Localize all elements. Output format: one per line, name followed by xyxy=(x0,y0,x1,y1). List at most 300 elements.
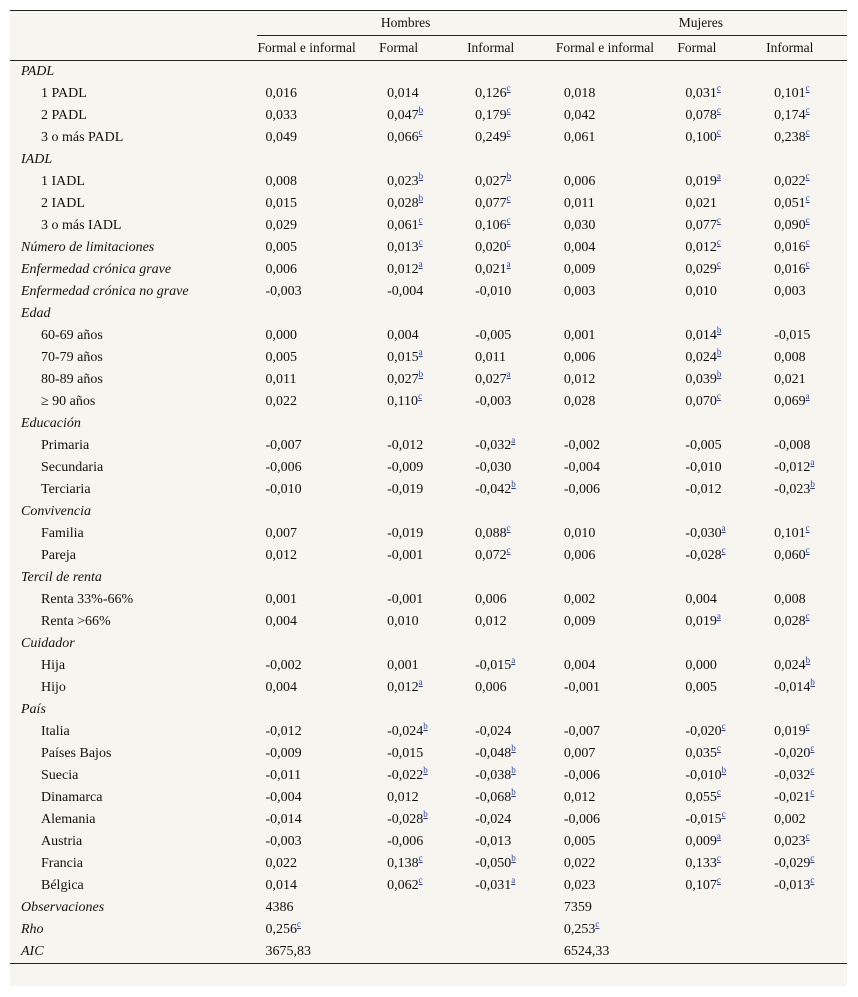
cell-value: -0,042 xyxy=(475,482,512,497)
cell-value: 0,020 xyxy=(475,240,507,255)
cell-value: -0,019 xyxy=(387,526,424,541)
table-cell xyxy=(765,435,847,457)
table-row xyxy=(10,589,847,611)
cell-value: 0,077 xyxy=(475,196,507,211)
footnote-link[interactable]: c xyxy=(716,127,721,137)
table-cell xyxy=(676,347,765,369)
row-label: ≥ 90 años xyxy=(41,394,96,409)
table-cell xyxy=(765,941,847,964)
footnote-link[interactable]: c xyxy=(506,83,511,93)
footnote-link[interactable]: c xyxy=(506,127,511,137)
footnote-link[interactable]: c xyxy=(506,215,511,225)
table-cell xyxy=(466,897,555,919)
table-row xyxy=(10,171,847,193)
cell-value: 4386 xyxy=(265,900,294,915)
footnote-link[interactable]: c xyxy=(716,391,721,401)
cell-value: 0,021 xyxy=(774,372,806,387)
cell-value: -0,011 xyxy=(265,768,302,783)
cell-value: 0,000 xyxy=(265,328,297,343)
table-cell xyxy=(466,677,555,699)
footnote-link[interactable]: c xyxy=(506,523,511,533)
footnote-link[interactable]: c xyxy=(805,721,810,731)
cell-value: 0,019 xyxy=(774,724,806,739)
table-cell xyxy=(676,831,765,853)
table-row xyxy=(10,457,847,479)
table-cell xyxy=(466,435,555,457)
footnote-link[interactable]: c xyxy=(506,237,511,247)
footnote-link[interactable]: b xyxy=(418,105,424,115)
cell-value: 0,022 xyxy=(265,394,297,409)
footnote-link[interactable]: a xyxy=(418,677,423,687)
table-body xyxy=(10,61,847,964)
footnote-link[interactable]: c xyxy=(716,105,721,115)
table-cell xyxy=(765,875,847,897)
footnote-link[interactable]: a xyxy=(511,435,516,445)
cell-value: 0,088 xyxy=(475,526,507,541)
cell-value: 0,022 xyxy=(563,856,596,871)
cell-value: 0,004 xyxy=(563,240,596,255)
cell-value: 0,042 xyxy=(563,108,596,123)
table-cell xyxy=(378,655,466,677)
cell-value: 0,023 xyxy=(563,878,596,893)
footnote-link[interactable]: a xyxy=(506,259,511,269)
table-cell xyxy=(378,391,466,413)
table-cell xyxy=(765,545,847,567)
cell-value: 0,070 xyxy=(685,394,717,409)
cell-value: 0,238 xyxy=(774,130,806,145)
cell-value: -0,030 xyxy=(475,460,512,475)
footnote-link[interactable]: c xyxy=(716,259,721,269)
table-cell xyxy=(257,259,379,281)
footnote-link[interactable]: a xyxy=(716,611,721,621)
footnote-link[interactable]: b xyxy=(716,369,722,379)
table-cell xyxy=(555,237,677,259)
footnote-link[interactable]: c xyxy=(805,523,810,533)
cell-value: 0,003 xyxy=(563,284,596,299)
row-label: Renta >66% xyxy=(41,614,111,629)
footnote-link[interactable]: b xyxy=(423,765,428,775)
cell-value: 0,072 xyxy=(475,548,507,563)
table-row xyxy=(10,611,847,633)
table-row xyxy=(10,479,847,501)
table-cell xyxy=(765,193,847,215)
cell-value: 0,101 xyxy=(774,526,806,541)
cell-value: -0,024 xyxy=(475,812,512,827)
table-cell xyxy=(765,83,847,105)
footnote-link[interactable]: c xyxy=(297,919,301,929)
table-row xyxy=(10,391,847,413)
table-cell xyxy=(466,721,555,743)
table-cell xyxy=(765,853,847,875)
footnote-link[interactable]: a xyxy=(805,391,810,401)
cell-value: 0,010 xyxy=(387,614,419,629)
results-table xyxy=(10,11,847,964)
footnote-link[interactable]: b xyxy=(805,655,811,665)
footnote-link[interactable]: b xyxy=(418,369,424,379)
row-label: Enfermedad crónica grave xyxy=(21,262,172,277)
footnote-link[interactable]: b xyxy=(423,809,428,819)
table-row xyxy=(10,237,847,259)
table-cell xyxy=(555,831,677,853)
footnote-link[interactable]: b xyxy=(716,325,722,335)
cell-value: 0,049 xyxy=(265,130,297,145)
footnote-link[interactable]: a xyxy=(716,831,721,841)
footnote-link[interactable]: c xyxy=(716,83,721,93)
footnote-link[interactable]: c xyxy=(418,391,423,401)
footnote-link[interactable]: c xyxy=(716,875,721,885)
cell-value: -0,020 xyxy=(685,724,722,739)
row-label: 60-69 años xyxy=(41,328,103,343)
cell-value: -0,007 xyxy=(563,724,600,739)
table-cell xyxy=(676,479,765,501)
table-cell xyxy=(555,919,677,941)
footnote-link[interactable]: b xyxy=(810,479,815,489)
cell-value: -0,012 xyxy=(265,724,302,739)
table-cell xyxy=(555,325,677,347)
footnote-link[interactable]: c xyxy=(810,787,815,797)
table-cell xyxy=(555,875,677,897)
footnote-link[interactable]: c xyxy=(418,875,423,885)
cell-value: -0,012 xyxy=(685,482,722,497)
cell-value: 0,016 xyxy=(265,86,297,101)
table-cell xyxy=(555,193,677,215)
table-cell xyxy=(466,941,555,964)
cell-value: 0,023 xyxy=(387,174,419,189)
table-cell xyxy=(378,787,466,809)
row-label: 80-89 años xyxy=(41,372,103,387)
table-cell xyxy=(466,457,555,479)
table-cell xyxy=(378,457,466,479)
cell-value: 0,013 xyxy=(387,240,419,255)
cell-value: 0,008 xyxy=(774,592,806,607)
table-cell xyxy=(257,677,379,699)
footnote-link[interactable]: a xyxy=(418,259,423,269)
footnote-link[interactable]: c xyxy=(418,127,423,137)
footnote-link[interactable]: b xyxy=(716,347,722,357)
cell-value: 0,005 xyxy=(563,834,596,849)
table-cell xyxy=(257,765,379,787)
cell-value: 0,004 xyxy=(387,328,419,343)
footnote-link[interactable]: c xyxy=(805,127,810,137)
cell-value: 0,000 xyxy=(685,658,717,673)
footnote-link[interactable]: c xyxy=(805,171,810,181)
footnote-link[interactable]: b xyxy=(423,721,428,731)
cell-value: 0,033 xyxy=(265,108,297,123)
footnote-link[interactable]: b xyxy=(418,171,424,181)
table-cell xyxy=(466,875,555,897)
footnote-link[interactable]: c xyxy=(716,787,721,797)
footnote-link[interactable]: c xyxy=(805,831,810,841)
footnote-link[interactable]: c xyxy=(805,105,810,115)
table-cell xyxy=(466,369,555,391)
table-cell xyxy=(676,259,765,281)
cell-value: 0,078 xyxy=(685,108,717,123)
row-label: Primaria xyxy=(41,438,90,453)
cell-value: 0,004 xyxy=(563,658,596,673)
table-row xyxy=(10,743,847,765)
table-cell xyxy=(257,391,379,413)
footnote-link[interactable]: c xyxy=(810,853,815,863)
cell-value: 0,062 xyxy=(387,878,419,893)
cell-value: 0,012 xyxy=(563,372,596,387)
table-cell xyxy=(765,479,847,501)
table-row xyxy=(10,259,847,281)
table-cell xyxy=(378,589,466,611)
table-cell xyxy=(257,919,379,941)
cell-value: 0,028 xyxy=(563,394,596,409)
footnote-link[interactable]: c xyxy=(418,237,423,247)
group-hombres: Hombres xyxy=(257,11,555,36)
table-cell xyxy=(378,919,466,941)
table-cell xyxy=(555,743,677,765)
row-label: Dinamarca xyxy=(41,790,103,805)
footnote-link[interactable]: c xyxy=(805,83,810,93)
row-label: 1 IADL xyxy=(41,174,85,189)
footnote-link[interactable]: c xyxy=(595,919,600,929)
table-cell xyxy=(466,611,555,633)
table-row xyxy=(10,919,847,941)
table-cell xyxy=(466,853,555,875)
footnote-link[interactable]: c xyxy=(805,611,810,621)
row-label: 3 o más PADL xyxy=(41,130,124,145)
cell-value: 0,014 xyxy=(265,878,297,893)
footnote-link[interactable]: a xyxy=(506,369,511,379)
table-row xyxy=(10,875,847,897)
cell-value: -0,015 xyxy=(387,746,424,761)
footnote-link[interactable]: b xyxy=(511,853,516,863)
table-cell xyxy=(466,765,555,787)
cell-value: 0,004 xyxy=(265,680,297,695)
cell-value: -0,006 xyxy=(265,460,302,475)
cell-value: 0,004 xyxy=(685,592,717,607)
cell-value: 0,012 xyxy=(387,790,419,805)
footnote-link[interactable]: b xyxy=(511,765,516,775)
table-cell xyxy=(466,281,555,303)
table-cell xyxy=(765,743,847,765)
row-label: Bélgica xyxy=(41,878,84,893)
footnote-link[interactable]: c xyxy=(418,853,423,863)
table-cell xyxy=(555,787,677,809)
table-cell xyxy=(378,831,466,853)
table-cell xyxy=(257,721,379,743)
cell-value: 0,004 xyxy=(265,614,297,629)
cell-value: 0,010 xyxy=(685,284,717,299)
cell-value: -0,008 xyxy=(774,438,811,453)
table-cell xyxy=(466,655,555,677)
footnote-link[interactable]: c xyxy=(716,215,721,225)
footnote-link[interactable]: c xyxy=(810,743,815,753)
cell-value: -0,009 xyxy=(387,460,424,475)
cell-value: 7359 xyxy=(563,900,592,915)
footnote-link[interactable]: b xyxy=(418,193,424,203)
cell-value: 0,002 xyxy=(774,812,806,827)
col-header: Formal e informal xyxy=(555,36,677,61)
table-cell xyxy=(466,589,555,611)
section-label: País xyxy=(21,702,46,717)
section-row xyxy=(10,149,847,171)
table-cell xyxy=(257,523,379,545)
table-cell xyxy=(555,391,677,413)
footnote-link[interactable]: b xyxy=(511,787,516,797)
table-cell xyxy=(257,545,379,567)
cell-value: 0,021 xyxy=(475,262,507,277)
table-row xyxy=(10,655,847,677)
footnote-link[interactable]: c xyxy=(506,105,511,115)
footnote-link[interactable]: b xyxy=(506,171,512,181)
row-label: Familia xyxy=(41,526,84,541)
table-cell xyxy=(555,677,677,699)
table-row xyxy=(10,765,847,787)
cell-value: -0,030 xyxy=(685,526,722,541)
group-mujeres: Mujeres xyxy=(555,11,847,36)
cell-value: -0,022 xyxy=(387,768,424,783)
footnote-link[interactable]: a xyxy=(418,347,423,357)
cell-value: -0,031 xyxy=(475,878,512,893)
cell-value: -0,006 xyxy=(387,834,424,849)
cell-value: -0,001 xyxy=(387,592,424,607)
table-cell xyxy=(765,347,847,369)
table-cell xyxy=(466,105,555,127)
table-cell xyxy=(555,435,677,457)
table-cell xyxy=(765,237,847,259)
table-cell xyxy=(466,83,555,105)
section-row xyxy=(10,303,847,325)
row-label: Número de limitaciones xyxy=(21,240,155,255)
cell-value: 3675,83 xyxy=(265,944,311,959)
table-cell xyxy=(257,809,379,831)
table-cell xyxy=(765,215,847,237)
footnote-link[interactable]: b xyxy=(511,479,516,489)
cell-value: -0,006 xyxy=(563,812,600,827)
footnote-link[interactable]: c xyxy=(810,875,815,885)
row-label: Secundaria xyxy=(41,460,104,475)
table-cell xyxy=(378,875,466,897)
cell-value: 0,010 xyxy=(563,526,596,541)
table-cell xyxy=(555,83,677,105)
footnote-link[interactable]: a xyxy=(511,875,516,885)
table-cell xyxy=(555,523,677,545)
table-cell xyxy=(466,215,555,237)
cell-value: 0,039 xyxy=(685,372,717,387)
table-row xyxy=(10,787,847,809)
section-label: PADL xyxy=(21,64,55,79)
cell-value: -0,006 xyxy=(563,768,600,783)
section-label: Educación xyxy=(21,416,81,431)
footnote-link[interactable]: b xyxy=(721,765,727,775)
footnote-link[interactable]: c xyxy=(805,215,810,225)
table-cell xyxy=(378,83,466,105)
table-cell xyxy=(378,897,466,919)
footnote-link[interactable]: c xyxy=(805,193,810,203)
table-cell xyxy=(676,809,765,831)
section-row xyxy=(10,61,847,84)
footnote-link[interactable]: b xyxy=(511,743,516,753)
footnote-link[interactable]: a xyxy=(511,655,516,665)
table-cell xyxy=(378,105,466,127)
cell-value: 0,006 xyxy=(265,262,297,277)
cell-value: 0,001 xyxy=(563,328,596,343)
footnote-link[interactable]: c xyxy=(805,259,810,269)
footnote-link[interactable]: a xyxy=(716,171,721,181)
footnote-link[interactable]: c xyxy=(721,809,726,819)
footnote-link[interactable]: a xyxy=(721,523,726,533)
footnote-link[interactable]: c xyxy=(805,237,810,247)
table-row xyxy=(10,809,847,831)
footnote-link[interactable]: c xyxy=(810,765,815,775)
table-cell xyxy=(466,171,555,193)
cell-value: 0,027 xyxy=(387,372,419,387)
table-row xyxy=(10,105,847,127)
row-label: Terciaria xyxy=(41,482,91,497)
cell-value: 0,006 xyxy=(563,548,596,563)
cell-value: -0,013 xyxy=(774,878,811,893)
row-label: Países Bajos xyxy=(41,746,112,761)
row-label: Alemania xyxy=(41,812,96,827)
table-row xyxy=(10,127,847,149)
cell-value: 0,011 xyxy=(475,350,507,365)
cell-value: -0,010 xyxy=(265,482,302,497)
cell-value: 0,014 xyxy=(387,86,419,101)
table-cell xyxy=(257,611,379,633)
cell-value: -0,032 xyxy=(774,768,811,783)
cell-value: -0,010 xyxy=(685,768,722,783)
footnote-link[interactable]: c xyxy=(716,743,721,753)
footnote-link[interactable]: c xyxy=(721,545,726,555)
footnote-link[interactable]: c xyxy=(506,193,511,203)
row-label: Pareja xyxy=(41,548,76,563)
cell-value: -0,012 xyxy=(774,460,811,475)
footnote-link[interactable]: c xyxy=(716,237,721,247)
table-cell xyxy=(555,897,677,919)
footnote-link[interactable]: a xyxy=(810,457,815,467)
cell-value: 0,008 xyxy=(265,174,297,189)
cell-value: -0,003 xyxy=(475,394,512,409)
cell-value: 0,005 xyxy=(265,350,297,365)
footnote-link[interactable]: c xyxy=(716,853,721,863)
footnote-link[interactable]: c xyxy=(506,545,511,555)
table-cell xyxy=(378,611,466,633)
cell-value: -0,007 xyxy=(265,438,302,453)
cell-value: -0,021 xyxy=(774,790,811,805)
table-cell xyxy=(676,589,765,611)
footnote-link[interactable]: c xyxy=(721,721,726,731)
table-cell xyxy=(466,831,555,853)
table-cell xyxy=(378,677,466,699)
table-cell xyxy=(466,237,555,259)
cell-value: 0,014 xyxy=(685,328,717,343)
table-cell xyxy=(466,919,555,941)
footnote-link[interactable]: c xyxy=(418,215,423,225)
table-cell xyxy=(378,809,466,831)
cell-value: 0,018 xyxy=(563,86,596,101)
cell-value: -0,009 xyxy=(265,746,302,761)
cell-value: -0,020 xyxy=(774,746,811,761)
table-cell xyxy=(765,523,847,545)
table-cell xyxy=(555,215,677,237)
footnote-link[interactable]: c xyxy=(805,545,810,555)
cell-value: -0,038 xyxy=(475,768,512,783)
cell-value: 0,256 xyxy=(265,922,297,937)
footnote-link[interactable]: b xyxy=(810,677,815,687)
section-label: Edad xyxy=(21,306,51,321)
table-cell xyxy=(378,325,466,347)
cell-value: -0,029 xyxy=(774,856,811,871)
cell-value: 0,008 xyxy=(774,350,806,365)
table-cell xyxy=(676,105,765,127)
cell-value: -0,002 xyxy=(563,438,600,453)
table-cell xyxy=(676,787,765,809)
cell-value: 0,006 xyxy=(563,350,596,365)
